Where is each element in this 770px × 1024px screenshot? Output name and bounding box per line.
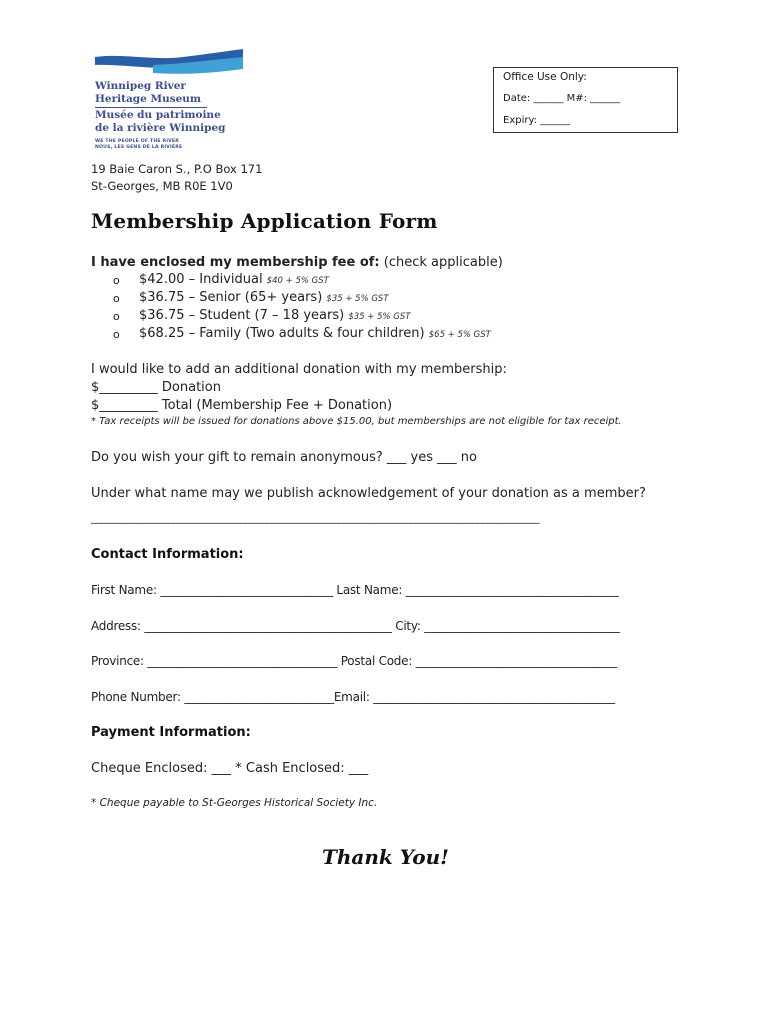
contact-heading: Contact Information: <box>91 547 244 562</box>
donation-amount-field[interactable]: $_________ Donation <box>91 380 221 395</box>
fee-option-gst: $65 + 5% GST <box>428 330 491 340</box>
province-postal-fields[interactable]: Province: _________________________________ Postal Code: ___________________________________ <box>91 654 617 668</box>
total-amount-field[interactable]: $_________ Total (Membership Fee + Donation) <box>91 398 393 413</box>
fee-option-label: $42.00 – Individual <box>139 272 267 287</box>
address-line-1: 19 Baie Caron S., P.O Box 171 <box>91 162 263 176</box>
logo-tagline-2: NOUS, LES GENS DE LA RIVIÈRE <box>95 145 183 150</box>
logo-tagline <box>95 139 182 151</box>
checkbox-family[interactable]: o <box>113 328 120 341</box>
fee-intro-rest: (check applicable) <box>379 255 503 270</box>
fee-intro-bold: I have enclosed my membership fee of: <box>91 255 380 270</box>
name-fields[interactable]: First Name: ______________________________ Last Name: _____________________________________ <box>91 583 619 597</box>
logo-line-3: Musée du patrimoine <box>95 109 221 121</box>
thank-you-text: Thank You! <box>322 845 449 869</box>
fee-option-gst: $40 + 5% GST <box>266 276 329 286</box>
fee-option-family <box>139 326 491 341</box>
fee-option-individual <box>139 272 329 287</box>
fee-option-label: $68.25 – Family (Two adults & four children) <box>139 326 429 341</box>
payment-method-fields[interactable]: Cheque Enclosed: ___ * Cash Enclosed: ___ <box>91 761 369 776</box>
logo-line-2: Heritage Museum <box>95 92 202 105</box>
phone-email-fields[interactable]: Phone Number: __________________________Email: __________________________________________ <box>91 690 615 704</box>
fee-intro <box>91 255 503 270</box>
anonymous-question[interactable]: Do you wish your gift to remain anonymous? ___ yes ___ no <box>91 450 477 465</box>
tax-receipt-note: * Tax receipts will be issued for donations above $15.00, but memberships are not eligible for tax receipt. <box>91 416 622 427</box>
publish-name-question: Under what name may we publish acknowledgement of your donation as a member? <box>91 486 646 501</box>
fee-option-gst: $35 + 5% GST <box>326 294 389 304</box>
donation-intro: I would like to add an additional donation with my membership: <box>91 362 507 377</box>
logo-divider <box>95 107 207 108</box>
office-date-field[interactable]: Date: ______ M#: ______ <box>503 93 621 104</box>
checkbox-individual[interactable]: o <box>113 274 120 287</box>
office-use-title: Office Use Only: <box>503 71 587 83</box>
address-line-2: St-Georges, MB R0E 1V0 <box>91 179 233 193</box>
fee-option-gst: $35 + 5% GST <box>348 312 411 322</box>
office-expiry-field[interactable]: Expiry: ______ <box>503 115 571 126</box>
logo-tagline-1: WE THE PEOPLE OF THE RIVER <box>95 139 179 144</box>
publish-name-field[interactable]: _______________________________________________________________________________________ <box>91 511 540 524</box>
cheque-payable-note: * Cheque payable to St-Georges Historical Society Inc. <box>91 797 378 809</box>
fee-option-label: $36.75 – Senior (65+ years) <box>139 290 327 305</box>
logo-line-4: de la rivière Winnipeg <box>95 121 226 134</box>
checkbox-student[interactable]: o <box>113 310 120 323</box>
logo-line-1: Winnipeg River <box>95 80 186 92</box>
fee-option-student <box>139 308 410 323</box>
payment-heading: Payment Information: <box>91 725 251 740</box>
address-city-fields[interactable]: Address: ___________________________________________ City: __________________________________ <box>91 619 620 633</box>
fee-option-senior <box>139 290 389 305</box>
fee-option-label: $36.75 – Student (7 – 18 years) <box>139 308 349 323</box>
museum-logo-wave <box>93 47 245 77</box>
checkbox-senior[interactable]: o <box>113 292 120 305</box>
page-title: Membership Application Form <box>91 209 438 233</box>
office-use-box <box>493 67 678 133</box>
